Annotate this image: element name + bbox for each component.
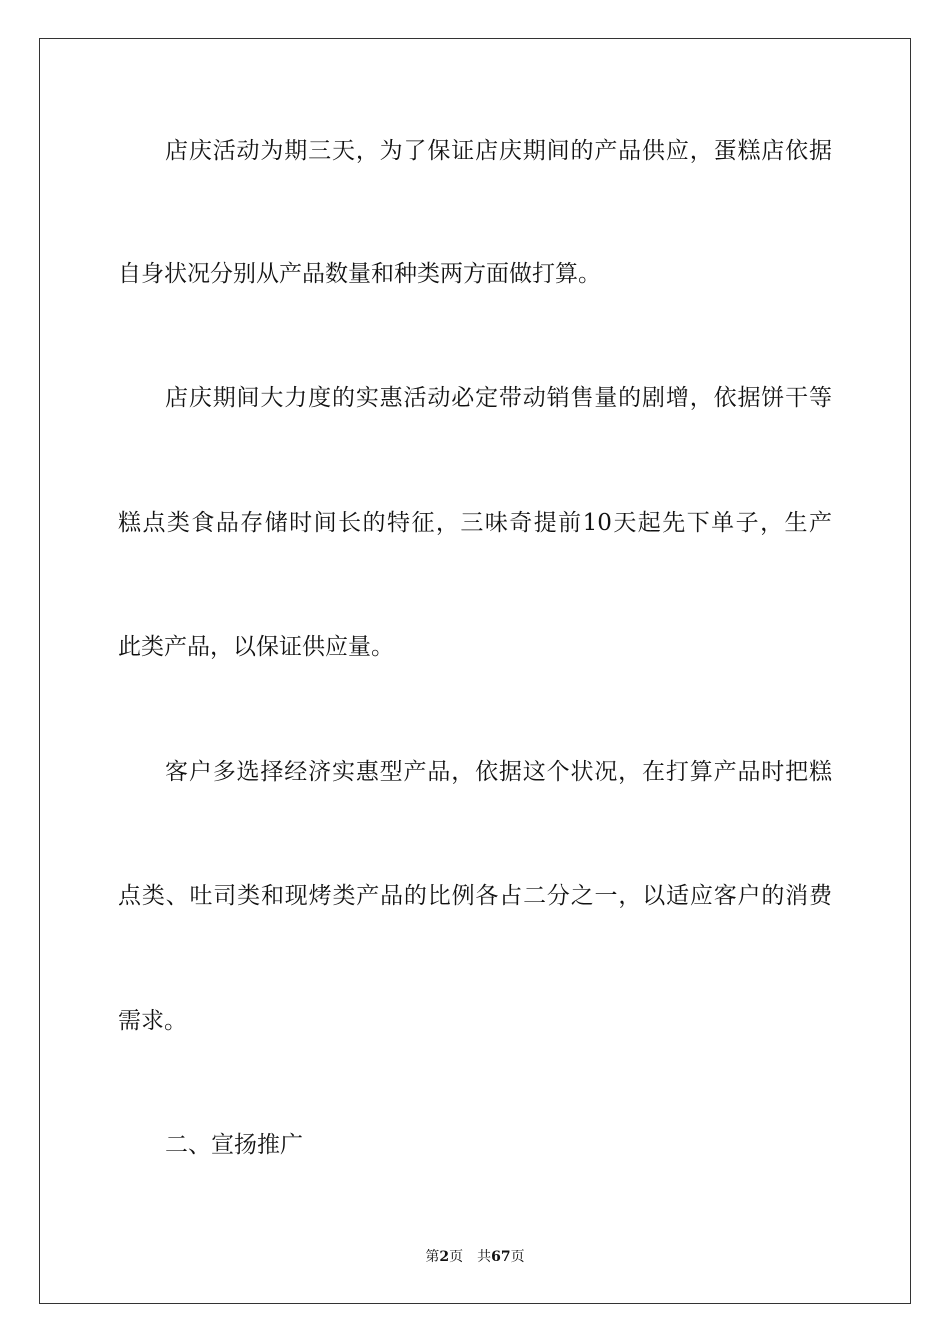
footer-total-pages: 67 (491, 1249, 511, 1265)
footer-total-suffix: 页 (510, 1249, 525, 1265)
paragraph-3-line-1: 客户多选择经济实惠型产品，依据这个状况，在打算产品时把糕 (165, 759, 832, 785)
page-border (39, 38, 911, 1304)
paragraph-3-line-2: 点类、吐司类和现烤类产品的比例各占二分之一，以适应客户的消费 (118, 883, 832, 909)
footer-page-suffix: 页 (449, 1249, 464, 1265)
page-footer (0, 1248, 950, 1266)
footer-page-number: 2 (439, 1249, 450, 1265)
paragraph-2-line-2: 糕点类食品存储时间长的特征，三味奇提前10天起先下单子，生产 (118, 510, 832, 536)
paragraph-1-line-1: 店庆活动为期三天，为了保证店庆期间的产品供应，蛋糕店依据 (165, 138, 832, 164)
paragraph-3-line-3: 需求。 (118, 1008, 187, 1034)
paragraph-2-line-1: 店庆期间大力度的实惠活动必定带动销售量的剧增，依据饼干等 (165, 385, 832, 411)
footer-total-prefix: 共 (477, 1249, 492, 1265)
paragraph-1-line-2: 自身状况分别从产品数量和种类两方面做打算。 (118, 261, 601, 287)
footer-page-prefix: 第 (425, 1249, 440, 1265)
paragraph-2-line-3: 此类产品，以保证供应量。 (118, 634, 394, 660)
section-heading: 二、宣扬推广 (165, 1132, 303, 1158)
